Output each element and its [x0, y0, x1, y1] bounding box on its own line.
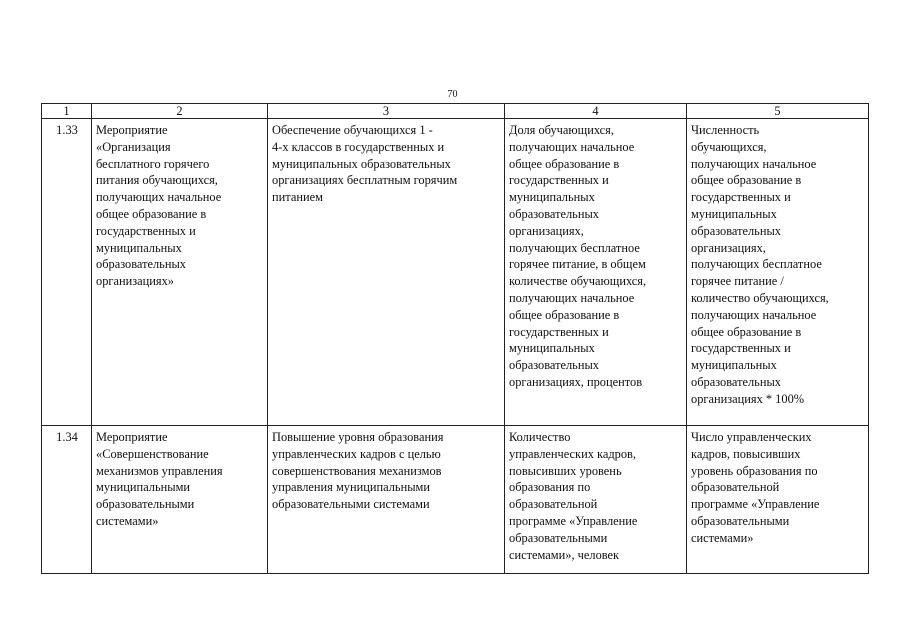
- cell-line: питания обучающихся,: [96, 173, 218, 188]
- cell-line: питанием: [272, 190, 323, 205]
- cell-line: количество обучающихся,: [691, 290, 829, 305]
- cell-line: образовательными: [96, 497, 195, 512]
- table-row: [42, 119, 869, 426]
- cell-line: муниципальными: [96, 480, 191, 495]
- column-header: 3: [268, 104, 505, 119]
- cell-line: уровень образования по: [691, 463, 818, 478]
- cell-line: горячее питание /: [691, 274, 784, 289]
- cell-line: обучающихся,: [691, 139, 767, 154]
- cell-line: образовательных: [691, 374, 781, 389]
- cell-line: получающих начальное: [509, 290, 635, 305]
- cell-line: образовательной: [691, 480, 780, 495]
- cell-line: Число управленческих: [691, 430, 812, 444]
- column-header: 2: [92, 104, 268, 119]
- cell-line: горячее питание, в общем: [509, 257, 646, 272]
- cell-line: муниципальных образовательных: [272, 156, 451, 171]
- cell-line: получающих начальное: [691, 156, 817, 171]
- cell-line: Повышение уровня образования: [272, 430, 444, 444]
- cell-line: общее образование в: [509, 156, 620, 171]
- cell-line: «Совершенствование: [96, 446, 209, 461]
- cell-line: системами», человек: [509, 547, 620, 562]
- cell-line: организациях * 100%: [691, 391, 805, 406]
- cell-line: системами»: [96, 513, 159, 528]
- cell-line: управления муниципальными: [272, 480, 431, 495]
- cell-line: Мероприятие: [96, 123, 168, 137]
- cell-line: кадров, повысивших: [691, 446, 801, 461]
- cell-line: образовательных: [509, 206, 599, 221]
- cell-line: «Организация: [96, 139, 171, 154]
- cell-line: государственных и: [691, 341, 791, 356]
- task-cell: [268, 426, 505, 574]
- cell-line: 4-х классов в государственных и: [272, 139, 445, 154]
- cell-line: получающих начальное: [96, 190, 222, 205]
- row-number: 1.33: [42, 119, 92, 426]
- cell-line: бесплатного горячего: [96, 156, 210, 171]
- cell-line: государственных и: [691, 190, 791, 205]
- task-cell: [268, 119, 505, 426]
- column-header: 5: [687, 104, 869, 119]
- cell-line: организациях,: [691, 240, 766, 255]
- cell-line: муниципальных: [509, 190, 595, 205]
- table-row: [42, 426, 869, 574]
- cell-line: Доля обучающихся,: [509, 123, 614, 137]
- cell-line: управленческих кадров с целью: [272, 446, 441, 461]
- cell-line: образовательными: [509, 530, 608, 545]
- cell-line: государственных и: [509, 173, 609, 188]
- cell-line: управленческих кадров,: [509, 446, 636, 461]
- event-cell: [92, 426, 268, 574]
- cell-line: государственных и: [509, 324, 609, 339]
- cell-line: муниципальных: [509, 341, 595, 356]
- formula-cell: [687, 119, 869, 426]
- cell-line: общее образование в: [691, 324, 802, 339]
- cell-line: организациях бесплатным горячим: [272, 173, 458, 188]
- cell-line: совершенствования механизмов: [272, 463, 442, 478]
- cell-line: общее образование в: [96, 206, 207, 221]
- column-header: 4: [505, 104, 687, 119]
- cell-line: механизмов управления: [96, 463, 223, 478]
- cell-line: получающих начальное: [691, 307, 817, 322]
- cell-line: Численность: [691, 123, 760, 137]
- cell-line: организациях, процентов: [509, 374, 643, 389]
- row-number: 1.34: [42, 426, 92, 574]
- cell-line: организациях,: [509, 223, 584, 238]
- cell-line: образовательных: [691, 223, 781, 238]
- cell-line: общее образование в: [691, 173, 802, 188]
- cell-line: программе «Управление: [509, 513, 638, 528]
- cell-line: образования по: [509, 480, 591, 495]
- indicator-cell: [505, 426, 687, 574]
- cell-line: общее образование в: [509, 307, 620, 322]
- cell-line: образовательными: [691, 513, 790, 528]
- table-header-row: [42, 104, 869, 119]
- cell-line: программе «Управление: [691, 497, 820, 512]
- indicator-cell: [505, 119, 687, 426]
- cell-line: образовательной: [509, 497, 598, 512]
- cell-line: Мероприятие: [96, 430, 168, 444]
- cell-line: муниципальных: [691, 206, 777, 221]
- cell-line: получающих бесплатное: [691, 257, 822, 272]
- cell-line: количестве обучающихся,: [509, 274, 647, 289]
- formula-cell: [687, 426, 869, 574]
- cell-line: Обеспечение обучающихся 1 -: [272, 123, 433, 137]
- cell-line: организациях»: [96, 274, 174, 289]
- page-number: 70: [447, 89, 458, 100]
- cell-line: получающих бесплатное: [509, 240, 640, 255]
- cell-line: образовательных: [509, 358, 599, 373]
- event-cell: [92, 119, 268, 426]
- cell-line: муниципальных: [96, 240, 182, 255]
- cell-line: Количество: [509, 430, 571, 444]
- measures-table: [41, 103, 869, 574]
- cell-line: государственных и: [96, 223, 196, 238]
- cell-line: образовательными системами: [272, 497, 430, 512]
- cell-line: системами»: [691, 530, 754, 545]
- cell-line: получающих начальное: [509, 139, 635, 154]
- column-header: 1: [42, 104, 92, 119]
- cell-line: муниципальных: [691, 358, 777, 373]
- cell-line: образовательных: [96, 257, 186, 272]
- cell-line: повысивших уровень: [509, 463, 622, 478]
